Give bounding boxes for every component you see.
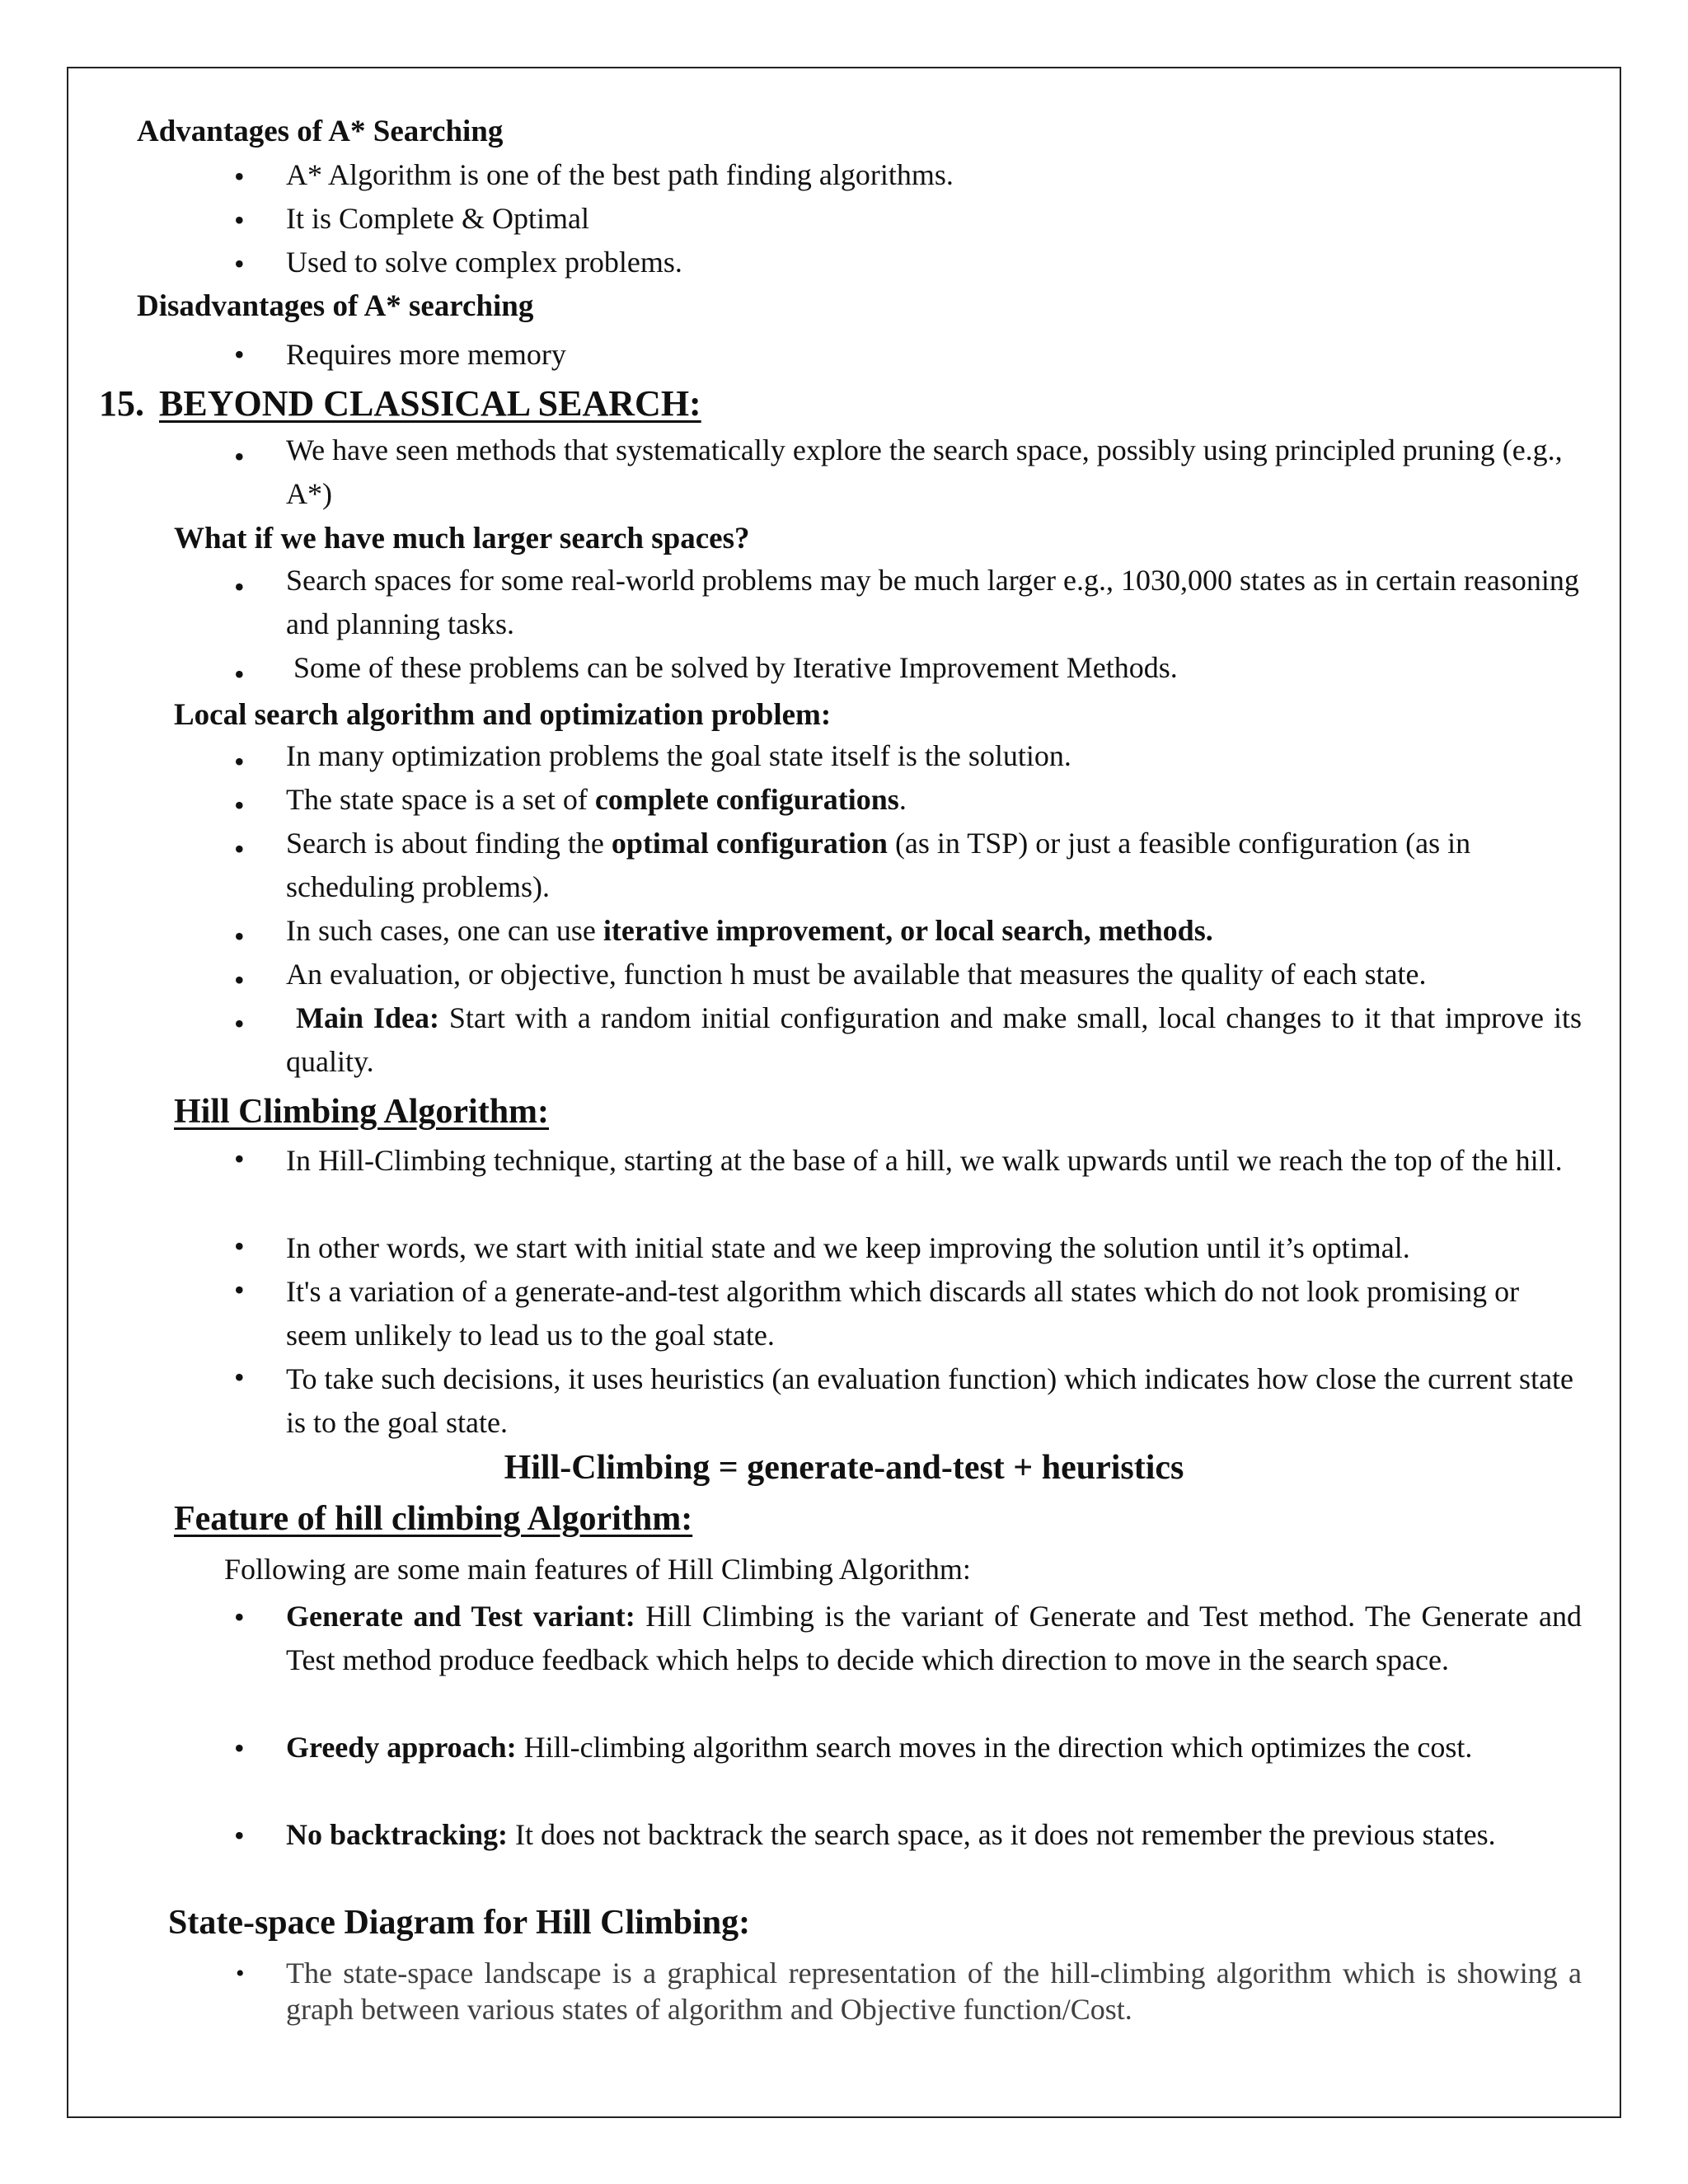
list-item: To take such decisions, it uses heuristics (an evaluation function) which indicates how close the current state is to the goal state. bbox=[286, 1362, 1574, 1439]
bullet-icon: • bbox=[234, 160, 245, 193]
state-space-heading: State-space Diagram for Hill Climbing: bbox=[168, 1904, 751, 1942]
bullet-icon: • bbox=[234, 1732, 245, 1765]
bullet-icon: • bbox=[234, 1142, 245, 1175]
list-item: In such cases, one can use iterative improvement, or local search, methods. bbox=[286, 914, 1213, 947]
bullet-icon: • bbox=[234, 963, 245, 996]
list-item: Main Idea: Start with a random initial configuration and make small, local changes to it that improve its quality. bbox=[286, 1001, 1590, 1078]
bullet-icon: • bbox=[234, 1361, 245, 1394]
bullet-icon: • bbox=[234, 204, 245, 237]
list-item: It's a variation of a generate-and-test algorithm which discards all states which do not look promising or seem unlikely to lead us to the goal state. bbox=[286, 1275, 1520, 1352]
list-item: Generate and Test variant: Hill Climbing is the variant of Generate and Test method. The Generate and Test method produce feedback which helps to decide which direction to move in the search space. bbox=[286, 1600, 1582, 1676]
bullet-icon: • bbox=[236, 1960, 245, 1987]
bullet-icon: • bbox=[234, 920, 245, 953]
list-item: Greedy approach: Hill-climbing algorithm search moves in the direction which optimizes the cost. bbox=[286, 1731, 1473, 1764]
list-item: In Hill-Climbing technique, starting at the base of a hill, we walk upwards until we reach the top of the hill. bbox=[286, 1144, 1563, 1177]
bullet-icon: • bbox=[234, 247, 245, 280]
formula-line: Hill-Climbing = generate-and-test + heuristics bbox=[504, 1449, 1184, 1487]
bullet-icon: • bbox=[234, 440, 245, 473]
bullet-icon: • bbox=[234, 1007, 245, 1040]
list-item: Search is about finding the optimal configuration (as in TSP) or just a feasible configuration (as in scheduling problems). bbox=[286, 827, 1471, 903]
bullet-icon: • bbox=[234, 789, 245, 822]
local-search-heading: Local search algorithm and optimization problem: bbox=[174, 698, 832, 732]
hill-climbing-heading: Hill Climbing Algorithm: bbox=[174, 1093, 550, 1131]
bullet-icon: • bbox=[234, 1819, 245, 1852]
list-item: Requires more memory bbox=[286, 338, 566, 371]
bullet-icon: • bbox=[234, 832, 245, 865]
list-item: Used to solve complex problems. bbox=[286, 246, 682, 279]
list-item: In other words, we start with initial state and we keep improving the solution until it’s optimal. bbox=[286, 1231, 1410, 1264]
bullet-icon: • bbox=[234, 1230, 245, 1263]
bullet-icon: • bbox=[234, 570, 245, 603]
bullet-icon: • bbox=[234, 1601, 245, 1633]
list-item: An evaluation, or objective, function h must be available that measures the quality of each state. bbox=[286, 958, 1427, 991]
list-item: In many optimization problems the goal state itself is the solution. bbox=[286, 739, 1071, 772]
advantages-heading: Advantages of A* Searching bbox=[137, 115, 504, 148]
list-item: A* Algorithm is one of the best path finding algorithms. bbox=[286, 158, 954, 191]
bullet-icon: • bbox=[234, 658, 245, 691]
section-title bbox=[99, 382, 701, 425]
list-item: We have seen methods that systematically explore the search space, possibly using principled pruning (e.g., A*) bbox=[286, 434, 1563, 510]
list-item: It is Complete & Optimal bbox=[286, 202, 589, 235]
bullet-icon: • bbox=[234, 338, 245, 371]
features-heading: Feature of hill climbing Algorithm: bbox=[174, 1500, 693, 1538]
list-item: No backtracking: It does not backtrack the search space, as it does not remember the previous states. bbox=[286, 1818, 1496, 1851]
list-item: Search spaces for some real-world problems may be much larger e.g., 1030,000 states as in certain reasoning and planning tasks. bbox=[286, 564, 1579, 640]
section-title-text: BEYOND CLASSICAL SEARCH: bbox=[159, 383, 701, 424]
bullet-icon: • bbox=[234, 745, 245, 778]
bullet-icon: • bbox=[234, 1273, 245, 1306]
list-item: The state-space landscape is a graphical representation of the hill-climbing algorithm which is showing a graph between various states of algorithm and Objective function/Cost. bbox=[286, 1957, 1582, 2026]
list-item: Some of these problems can be solved by Iterative Improvement Methods. bbox=[286, 651, 1178, 684]
disadvantages-heading: Disadvantages of A* searching bbox=[137, 289, 534, 323]
features-intro: Following are some main features of Hill Climbing Algorithm: bbox=[224, 1553, 971, 1586]
section-number: 15. bbox=[99, 383, 144, 424]
larger-spaces-heading: What if we have much larger search spaces? bbox=[174, 522, 750, 555]
list-item: The state space is a set of complete configurations. bbox=[286, 783, 907, 816]
